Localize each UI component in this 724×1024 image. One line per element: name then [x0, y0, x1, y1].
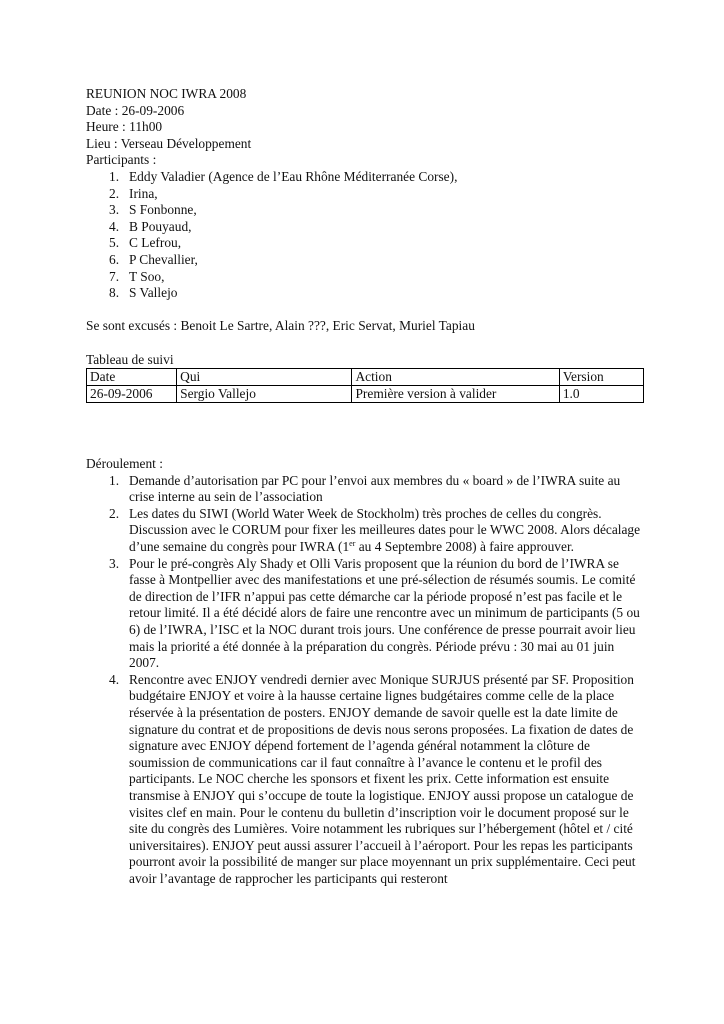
participant-name: Eddy Valadier (Agence de l’Eau Rhône Méditerranée Corse), — [129, 168, 458, 184]
list-number: 1. — [109, 472, 120, 488]
list-number: 6. — [109, 251, 120, 267]
participants-label: Participants : — [86, 152, 157, 168]
item-text: Rencontre avec ENJOY vendredi dernier avec Monique SURJUS présenté par SF. Proposition budgétaire ENJOY et voire à la hausse certaine lignes budgétaires comme celle de la place réservée à la présentation de posters. ENJOY demande de savoir quelle est la date limite de signature du contrat et de propositions de devis nous serons proposées. La fixation de dates de signature avec ENJOY dépend fortement de l’agenda général notamment la clôture de soumission de communications car il faut connaître à l’avance le contenu et le profil des participants. Le NOC cherche les sponsors et fixent les prix. Cette information est ensuite transmise à ENJOY qui s’occupe de toute la logistique. ENJOY aussi propose un catalogue de visites clef en main. Pour le contenu du bulletin d’inscription voir le document proposé sur le site du congrès des Lumières. Voire notamment les rubriques sur l’hébergement (hôtel et / cité universitaires). ENJOY peut aussi assurer l’accueil à l’aéroport. Pour les repas les participants pourront avoir la possibilité de manger sur place moyennant un prix supplémentaire. Ceci peut avoir l’avantage de rapprocher les participants qui resteront — [129, 671, 636, 886]
tracking-label: Tableau de suivi — [86, 351, 174, 367]
item-text-part: Les dates du SIWI (World Water Week de Stockholm) très proches de celles du congrès. Discussion avec le CORUM pour fixer les meilleures dates pour le WWC 2008. Alors décalage d’une semaine du congrès pour IWRA (1 — [129, 505, 641, 555]
table-header-row — [87, 369, 644, 386]
item-text: Pour le pré-congrès Aly Shady et Olli Varis proposent que la réunion du bord de l’IWRA se fasse à Montpellier avec des manifestations et une pré-sélection de résumés soumis. Le comité de direction de l’IFR n’appui pas cette démarche car la période proposé n’est pas facile et le retour limité. Il a été décidé alors de faire une rencontre avec un minimum de participants (5 ou 6) de l’IWRA, l’ISC et la NOC durant trois jours. Une conférence de presse pourrait avoir lieu mais la priorité a été donnée à la préparation du congrès. Période prévu : 30 mai au 01 juin 2007. — [129, 555, 640, 671]
participant-name: P Chevallier, — [129, 251, 198, 267]
deroulement-list — [86, 473, 646, 888]
list-item — [86, 473, 646, 506]
document-page — [86, 86, 646, 888]
list-number: 3. — [109, 202, 120, 218]
meeting-title: REUNION NOC IWRA 2008 — [86, 86, 247, 101]
spacer — [86, 335, 646, 352]
list-item — [86, 556, 646, 672]
meeting-place: Lieu : Verseau Développement — [86, 135, 252, 151]
list-number: 1. — [109, 168, 120, 184]
list-number: 2. — [109, 185, 120, 201]
table-cell-date: 26-09-2006 — [87, 386, 177, 403]
table-row — [87, 386, 644, 403]
participant-name: T Soo, — [129, 268, 165, 284]
list-number: 5. — [109, 235, 120, 251]
participant-name: C Lefrou, — [129, 235, 182, 251]
list-item — [86, 202, 646, 219]
superscript: er — [349, 539, 356, 549]
participants-list — [86, 169, 646, 302]
item-text: Demande d’autorisation par PC pour l’envoi aux membres du « board » de l’IWRA suite au crise interne au sein de l’association — [129, 472, 621, 505]
column-header-qui: Qui — [177, 369, 352, 386]
column-header-action: Action — [352, 369, 559, 386]
list-number: 4. — [109, 671, 120, 687]
deroulement-label: Déroulement : — [86, 456, 163, 472]
list-item — [86, 235, 646, 252]
list-number: 2. — [109, 505, 120, 521]
column-header-version: Version — [559, 369, 643, 386]
meeting-date: Date : 26-09-2006 — [86, 102, 185, 118]
column-header-date: Date — [87, 369, 177, 386]
participant-name: S Vallejo — [129, 285, 178, 301]
list-number: 4. — [109, 218, 120, 234]
item-text-part: au 4 Septembre 2008) à faire approuver. — [355, 539, 575, 555]
list-number: 3. — [109, 555, 120, 571]
item-text — [129, 506, 646, 556]
list-item — [86, 506, 646, 556]
list-item — [86, 252, 646, 269]
meeting-time: Heure : 11h00 — [86, 119, 163, 135]
list-item — [86, 219, 646, 236]
spacer — [86, 302, 646, 319]
participant-name: Irina, — [129, 185, 158, 201]
list-item — [86, 269, 646, 286]
tracking-table — [86, 368, 644, 403]
participant-name: S Fonbonne, — [129, 202, 197, 218]
list-number: 8. — [109, 285, 120, 301]
list-item — [86, 169, 646, 186]
participant-name: B Pouyaud, — [129, 218, 192, 234]
list-item — [86, 186, 646, 203]
list-item — [86, 672, 646, 888]
list-item — [86, 285, 646, 302]
spacer — [86, 403, 646, 456]
table-cell-version: 1.0 — [559, 386, 643, 403]
list-number: 7. — [109, 268, 120, 284]
table-cell-qui: Sergio Vallejo — [177, 386, 352, 403]
excused-line: Se sont excusés : Benoit Le Sartre, Alain ???, Eric Servat, Muriel Tapiau — [86, 318, 475, 334]
table-cell-action: Première version à valider — [352, 386, 559, 403]
